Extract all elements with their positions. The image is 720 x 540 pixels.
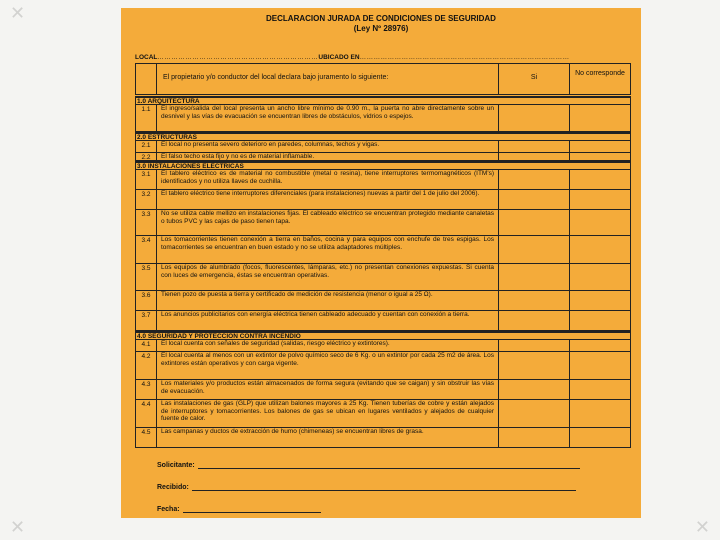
local-field-line xyxy=(135,54,631,62)
table-row: 3.7 Los anuncios publicitarios con energía eléctrica tienen cableado adecuado y cuentan con conexión a tierra. xyxy=(135,311,631,331)
checkbox-no-corresponde[interactable] xyxy=(570,428,630,447)
solicitante-line xyxy=(157,462,580,469)
column-si: Si xyxy=(499,64,570,94)
table-row: 3.2 El tablero eléctrico tiene interruptores diferenciales (para instalaciones) nuevas a partir del 1 de julio del 2006). xyxy=(135,190,631,210)
table-row: 3.6 Tienen pozo de puesta a tierra y certificado de medición de resistencia (menor o igual a 25 Ω). xyxy=(135,291,631,311)
table-row: 4.3 Los materiales y/o productos están almacenados de forma segura (evitando que se caigan) y sin obstruir las vías de evacuación. xyxy=(135,380,631,400)
checkbox-si[interactable] xyxy=(499,170,570,189)
decorative-x-mark: ✕ xyxy=(10,3,26,23)
local-label: LOCAL xyxy=(135,54,158,61)
checkbox-si[interactable] xyxy=(499,141,570,152)
recibido-label: Recibido: xyxy=(157,484,189,491)
table-row: 3.1 El tablero eléctrico es de material no combustible (metal o resina), tiene interruptores termomagnéticos (ITM's) identificados y no utiliza llaves de cuchilla. xyxy=(135,170,631,190)
document-title xyxy=(121,14,641,34)
declaration-form xyxy=(121,8,641,518)
checkbox-no-corresponde[interactable] xyxy=(570,105,630,131)
recibido-line xyxy=(157,484,576,491)
section-heading: 1.0 ARQUITECTURA xyxy=(135,96,631,105)
table-row: 4.1 El local cuenta con señales de seguridad (salidas, riesgo eléctrico y extintores). xyxy=(135,340,631,352)
title-line-1: DECLARACION JURADA DE CONDICIONES DE SEGURIDAD xyxy=(266,14,496,23)
fecha-field[interactable] xyxy=(183,506,321,513)
checkbox-si[interactable] xyxy=(499,380,570,399)
title-line-2: (Ley Nº 28976) xyxy=(353,24,409,33)
checkbox-no-corresponde[interactable] xyxy=(570,190,630,209)
table-row: 2.2 El falso techo esta fijo y no es de material inflamable. xyxy=(135,153,631,161)
column-no-corresponde: No corresponde xyxy=(575,70,625,77)
checklist-table xyxy=(135,96,631,448)
checkbox-no-corresponde[interactable] xyxy=(570,340,630,351)
checkbox-no-corresponde[interactable] xyxy=(570,236,630,263)
checkbox-si[interactable] xyxy=(499,291,570,310)
table-row: 3.4 Los tomacorrientes tienen conexión a tierra en baños, cocina y para equipos con enchufe de tres espigas. Los tomacorrientes se encuentran en buen estado y no se utiliza adaptadores múltiples. xyxy=(135,236,631,264)
table-header xyxy=(135,63,631,95)
checkbox-si[interactable] xyxy=(499,236,570,263)
checkbox-si[interactable] xyxy=(499,153,570,160)
checkbox-si[interactable] xyxy=(499,105,570,131)
checkbox-no-corresponde[interactable] xyxy=(570,264,630,290)
table-row: 4.4 Las instalaciones de gas (GLP) que utilizan balones mayores a 25 Kg. Tienen tuberías de cobre y están alejados de interruptores y tomacorrientes. Los balones de gas se ubican en lugares ventilados y alejados de cualquier fuente de calor. xyxy=(135,400,631,428)
section-heading: 4.0 SEGURIDAD Y PROTECCION CONTRA INCENDIO xyxy=(135,331,631,340)
checkbox-no-corresponde[interactable] xyxy=(570,170,630,189)
ubicado-label: UBICADO EN xyxy=(318,54,360,61)
checkbox-no-corresponde[interactable] xyxy=(570,141,630,152)
checkbox-si[interactable] xyxy=(499,190,570,209)
checkbox-si[interactable] xyxy=(499,400,570,427)
section-heading: 3.0 INSTALACIONES ELECTRICAS xyxy=(135,161,631,170)
checkbox-si[interactable] xyxy=(499,264,570,290)
section-heading: 2.0 ESTRUCTURAS xyxy=(135,132,631,141)
checkbox-si[interactable] xyxy=(499,428,570,447)
checkbox-no-corresponde[interactable] xyxy=(570,380,630,399)
checkbox-si[interactable] xyxy=(499,210,570,235)
checkbox-si[interactable] xyxy=(499,352,570,379)
table-row: 2.1 El local no presenta severo deterioro en paredes, columnas, techos y vigas. xyxy=(135,141,631,153)
local-fill-dots[interactable]: …………………………………………………………… xyxy=(157,54,319,61)
checkbox-no-corresponde[interactable] xyxy=(570,400,630,427)
table-row: 1.1 El ingreso/salida del local presenta un ancho libre mínimo de 0.90 m., la puerta no abre directamente sobre un desnivel y las vías de evacuación se encuentran libres de obstáculos, vidrios o espejos. xyxy=(135,105,631,132)
decorative-x-mark: ✕ xyxy=(10,517,26,537)
checkbox-no-corresponde[interactable] xyxy=(570,311,630,330)
solicitante-field[interactable] xyxy=(198,462,580,469)
table-row: 3.3 No se utiliza cable mellizo en instalaciones fijas. El cableado eléctrico se encuentran protegido mediante canaletas o tubos PVC y las cajas de paso tienen tapa. xyxy=(135,210,631,236)
decorative-x-mark: ✕ xyxy=(694,517,710,537)
ubicado-fill-dots[interactable]: ……………………………………………………………………………… xyxy=(359,54,570,61)
checkbox-si[interactable] xyxy=(499,311,570,330)
table-row: 4.2 El local cuenta al menos con un extintor de polvo químico seco de 6 Kg. o un extintor por cada 25 m2 de área. Los extintores están operativos y con carga vigente. xyxy=(135,352,631,380)
fecha-label: Fecha: xyxy=(157,506,180,513)
recibido-field[interactable] xyxy=(192,484,576,491)
table-row: 3.5 Los equipos de alumbrado (focos, fluorescentes, lámparas, etc.) no presentan conexiones expuestas. Si cuenta con luces de emergencia, éstas se encuentran operativas. xyxy=(135,264,631,291)
checkbox-no-corresponde[interactable] xyxy=(570,153,630,160)
checkbox-no-corresponde[interactable] xyxy=(570,210,630,235)
table-row: 4.5 Las campanas y ductos de extracción de humo (chimeneas) se encuentran libres de grasa. xyxy=(135,428,631,448)
fecha-line xyxy=(157,506,321,513)
checkbox-si[interactable] xyxy=(499,340,570,351)
checkbox-no-corresponde[interactable] xyxy=(570,352,630,379)
solicitante-label: Solicitante: xyxy=(157,462,195,469)
checkbox-no-corresponde[interactable] xyxy=(570,291,630,310)
declaration-text: El propietario y/o conductor del local declara bajo juramento lo siguiente: xyxy=(157,64,499,94)
